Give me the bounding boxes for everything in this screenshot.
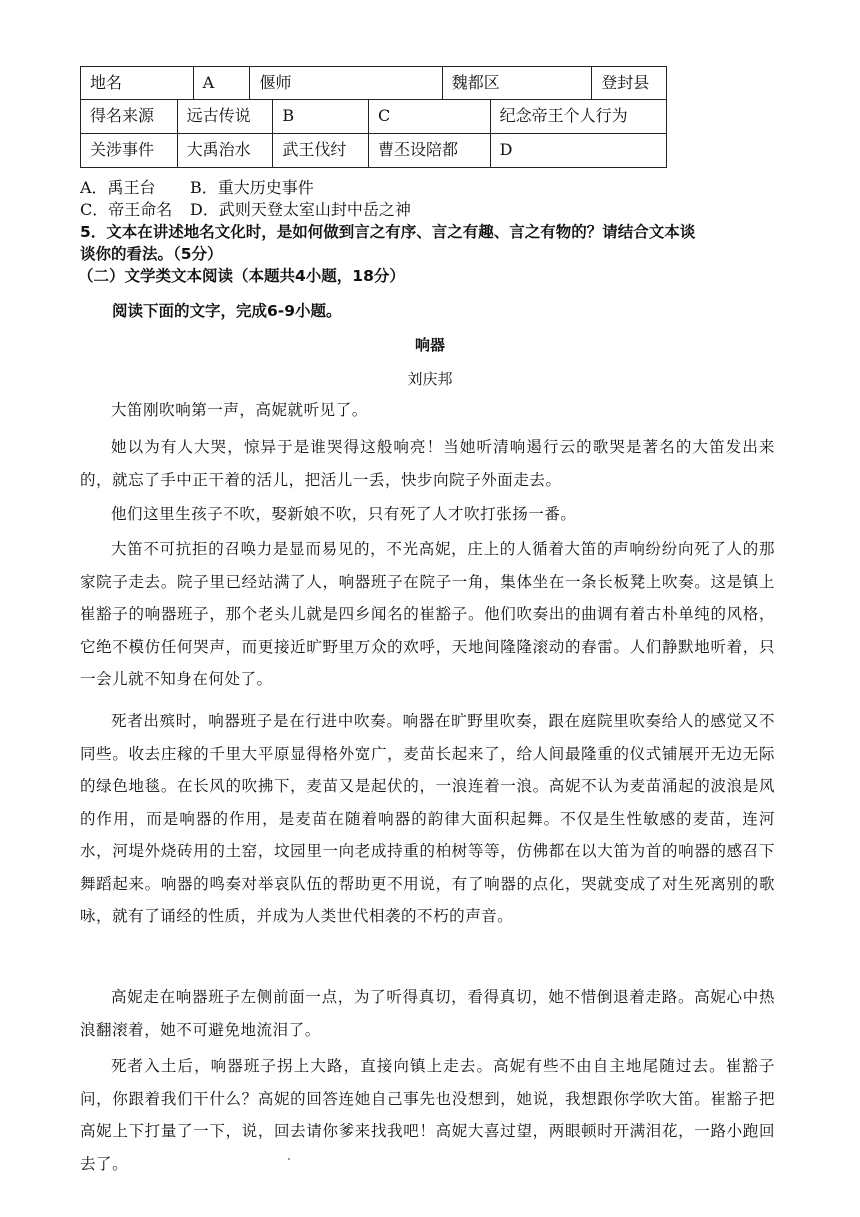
story-paragraph-7: 死者入土后，响器班子拐上大路，直接向镇上走去。高妮有些不由自主地尾随过去。崔豁子问，你跟着我们干什么？高妮的回答连她自己事先也没想到，她说，我想跟你学吹大笛。崔豁子把高妮上下打量了一下，说，回去请你爹来找我吧！高妮大喜过望，两眼顿时开满泪花，一路小跑回去了。 xyxy=(80,1057,775,1173)
option-a: A．禹王台 xyxy=(80,178,156,197)
table-cell: 大禹治水 xyxy=(178,134,274,167)
table-row xyxy=(80,66,667,100)
section-heading: （二）文学类文本阅读（本题共4小题，18分） xyxy=(78,267,405,285)
table-cell: 曹丕设陪都 xyxy=(369,134,491,167)
story-paragraph-2: 她以为有人大哭，惊异于是谁哭得这般响亮！当她听清响遏行云的歌哭是著名的大笛发出来的，就忘了手中正干着的活儿，把活儿一丢，快步向院子外面走去。 xyxy=(80,438,775,489)
story-paragraph-1: 大笛刚吹响第一声，高妮就听见了。 xyxy=(111,401,368,419)
option-b: B．重大历史事件 xyxy=(190,178,314,197)
story-author: 刘庆邦 xyxy=(407,370,453,388)
table-cell: C xyxy=(369,100,491,133)
table-cell: 武王伐纣 xyxy=(273,134,369,167)
question-5-line-1: 5．文本在讲述地名文化时，是如何做到言之有序、言之有趣、言之有物的？请结合文本谈 xyxy=(80,223,696,241)
question-5 xyxy=(80,221,780,265)
story-paragraph-5: 死者出殡时，响器班子是在行进中吹奏。响器在旷野里吹奏，跟在庭院里吹奏给人的感觉又不同些。收去庄稼的千里大平原显得格外宽广，麦苗长起来了，给人间最隆重的仪式铺展开无边无际的绿色地毯。在长风的吹拂下，麦苗又是起伏的，一浪连着一浪。高妮不认为麦苗涌起的波浪是风的作用，而是响器的作用，是麦苗在随着响器的韵律大面积起舞。不仅是生性敏感的麦苗，连河水，河堤外烧砖用的土窑，坟园里一向老成持重的柏树等等，仿佛都在以大笛为首的响器的感召下舞蹈起来。响器的鸣奏对举哀队伍的帮助更不用说，有了响器的点化，哭就变成了对生死离别的歌咏，就有了诵经的性质，并成为人类世代相袭的不朽的声音。 xyxy=(80,712,775,925)
story-paragraph-3: 他们这里生孩子不吹，娶新娘不吹，只有死了人才吹打张扬一番。 xyxy=(111,505,577,523)
answer-options-row-2 xyxy=(80,200,411,220)
table-row xyxy=(80,134,667,168)
table-cell: 魏都区 xyxy=(443,67,592,99)
section-instruction: 阅读下面的文字，完成6-9小题。 xyxy=(112,302,342,320)
stray-dot xyxy=(288,1158,290,1160)
table-cell: 纪念帝王个人行为 xyxy=(499,106,628,125)
table-cell: 偃师 xyxy=(250,67,442,99)
table-cell: 得名来源 xyxy=(81,100,178,133)
table-cell: D xyxy=(499,140,513,159)
table-cell: 远古传说 xyxy=(178,100,274,133)
story-paragraph-6: 高妮走在响器班子左侧前面一点，为了听得真切，看得真切，她不惜倒退着走路。高妮心中热浪翻滚着，她不可避免地流泪了。 xyxy=(80,988,775,1039)
table-cell: 关涉事件 xyxy=(81,134,178,167)
table-row xyxy=(80,100,667,134)
table-cell: A xyxy=(194,67,251,99)
table-cell: 地名 xyxy=(81,67,194,99)
table-cell: 登封县 xyxy=(601,73,650,92)
story-title: 响器 xyxy=(414,336,445,354)
question-5-line-2: 谈你的看法。（5分） xyxy=(80,245,223,263)
answer-options-row-1 xyxy=(80,178,314,198)
place-name-table xyxy=(80,66,667,168)
table-cell: B xyxy=(273,100,369,133)
option-c: C．帝王命名 xyxy=(80,200,173,219)
option-d: D．武则天登太室山封中岳之神 xyxy=(190,200,411,219)
story-paragraph-4: 大笛不可抗拒的召唤力是显而易见的，不光高妮，庄上的人循着大笛的声响纷纷向死了人的那家院子走去。院子里已经站满了人，响器班子在院子一角，集体坐在一条长板凳上吹奏。这是镇上崔豁子的响器班子，那个老头儿就是四乡闻名的崔豁子。他们吹奏出的曲调有着古朴单纯的风格，它绝不模仿任何哭声，而更接近旷野里万众的欢呼，天地间隆隆滚动的春雷。人们静默地听着，只一会儿就不知身在何处了。 xyxy=(80,540,775,688)
